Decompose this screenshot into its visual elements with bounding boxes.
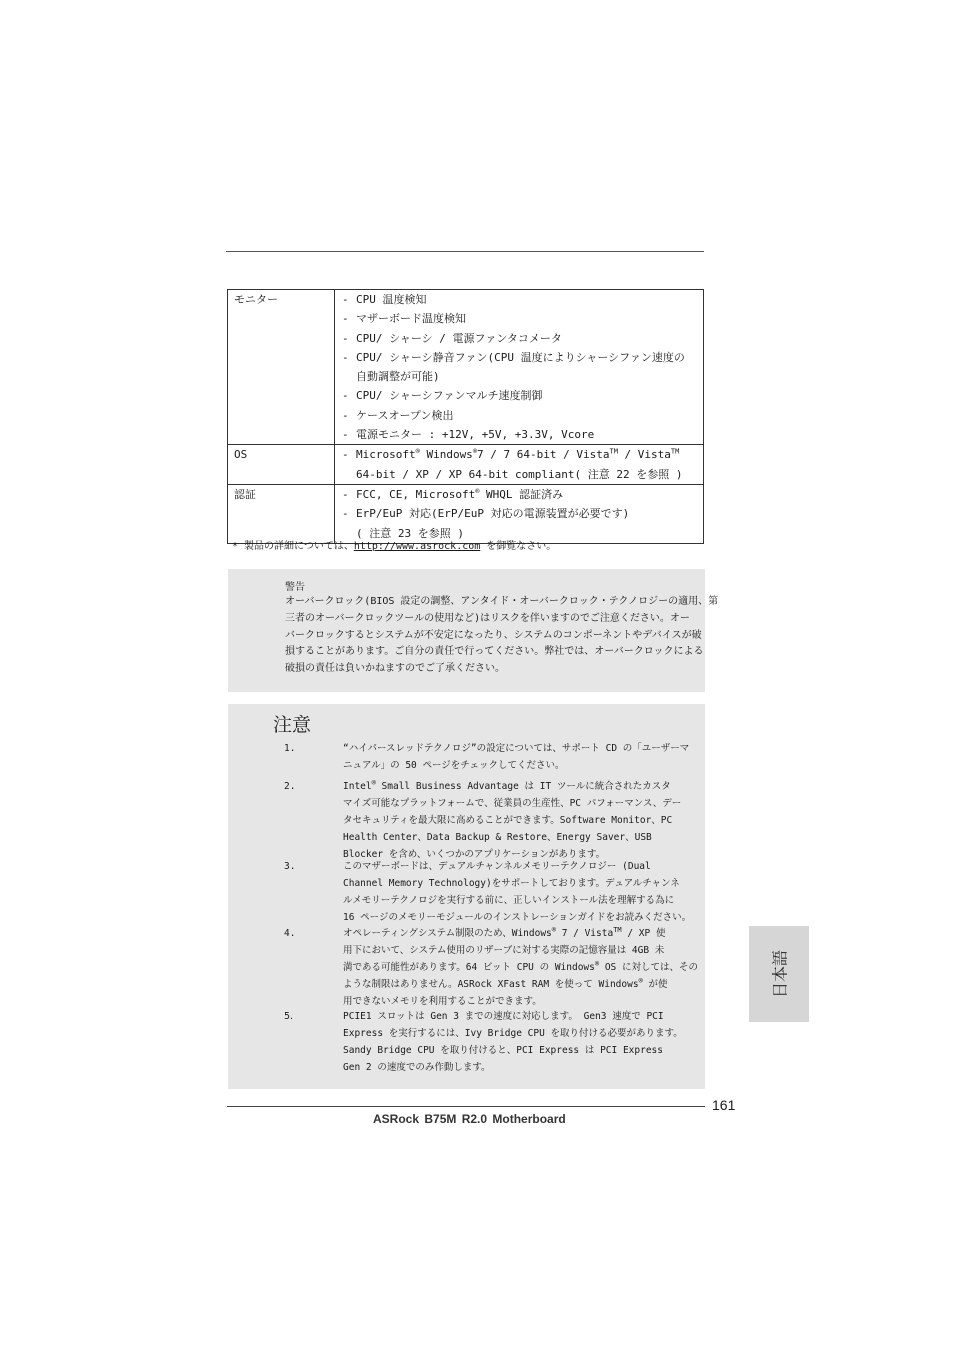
text-run: ( 注意 23 を参照 ) (356, 526, 464, 540)
text-run: Health Center、Data Backup & Restore、Energy Saver、USB (343, 832, 652, 843)
text-run: “ハイパースレッドテクノロジ”の設定については、サポート CD の「ユーザーマ (343, 743, 690, 754)
text-run: タセキュリティを最大限に高めることができます。Software Monitor、PC (343, 815, 673, 826)
text-run: WHQL 認証済み (479, 487, 564, 501)
note-line (343, 778, 705, 795)
spec-line (342, 485, 703, 504)
warning-line: 三者のオーバークロックツールの使用など)はリスクを伴いますのでご注意ください。オー (285, 612, 690, 624)
spec-row (228, 484, 704, 543)
text-run: 満である可能性があります。64 ビット CPU の Windows (343, 962, 595, 973)
warning-body (285, 594, 719, 678)
footer-rule (227, 1106, 705, 1107)
spec-values (335, 445, 704, 485)
text-run: オペレーティングシステム制限のため、Windows (343, 928, 552, 939)
language-side-tab (749, 926, 809, 1022)
text-run: CPU/ シャーシ静音ファン(CPU 温度によりシャーシファン速度の (356, 350, 685, 364)
superscript-mark: ® (594, 959, 600, 968)
text-run: Intel (343, 781, 372, 792)
spec-line (342, 329, 703, 348)
text-run: Blocker を含め、いくつかのアプリケーションがあります。 (343, 849, 606, 860)
text-run: ErP/EuP 対応(ErP/EuP 対応の電源装置が必要です) (356, 507, 630, 521)
text-run: CPU 温度検知 (356, 293, 427, 306)
text-run: 電源モニター : +12V, +5V, +3.3V, Vcore (356, 428, 595, 442)
spec-values (335, 484, 704, 543)
text-run: 16 ページのメモリーモジュールのインストレーションガイドをお読みください。 (343, 912, 692, 923)
spec-line (342, 504, 703, 523)
superscript-mark: ® (638, 976, 643, 985)
note-line (343, 757, 705, 774)
note-line (343, 1025, 705, 1042)
spec-line (342, 309, 703, 328)
dash-marker: - (342, 389, 349, 403)
note-line (343, 942, 705, 959)
dash-marker: - (342, 312, 349, 326)
warning-title: 警告 (285, 582, 305, 593)
text-run: 64-bit / XP / XP 64-bit compliant( 注意 22 を参照 ) (356, 467, 683, 481)
text-run: 用下において、システム使用のリザーブに対する実際の記憶容量は 4GB 未 (343, 945, 665, 956)
text-run: / Vista (617, 448, 671, 462)
note-line (343, 1042, 705, 1059)
text-run: Channel Memory Technology)をサポートしております。デュアルチャンネ (343, 878, 680, 889)
spec-row (228, 290, 704, 445)
superscript-mark: ® (415, 447, 420, 456)
warning-line: オーバークロック(BIOS 設定の調整、アンタイド・オーバークロック・テクノロジーの適用、第 (285, 596, 719, 607)
text-run: PCIE1 スロットは Gen 3 までの速度に対応します。 Gen3 速度で PCI (343, 1011, 664, 1022)
spec-row (228, 445, 704, 485)
text-run: 7 / Vista (555, 928, 614, 939)
superscript-mark: TM (670, 447, 680, 456)
text-run: CPU/ シャーシ / 電源ファンタコメータ (356, 331, 562, 345)
note-text (343, 925, 705, 1010)
text-run: このマザーボードは、デュアルチャンネルメモリーテクノロジー (Dual (343, 861, 651, 872)
text-run: ケースオープン検出 (356, 408, 454, 422)
superscript-mark: TM (609, 447, 618, 456)
dash-marker: - (342, 448, 349, 462)
text-run: Windows (419, 448, 473, 462)
text-run: ニュアル」の 50 ページをチェックしてください。 (343, 760, 565, 771)
top-rule (226, 251, 704, 252)
warning-box (228, 569, 719, 692)
note-number: 5. (284, 1011, 294, 1022)
note-number: 4. (284, 928, 296, 939)
text-run: マザーボード温度検知 (356, 312, 466, 326)
notes-box (228, 704, 705, 1089)
spec-label: モニター (228, 290, 335, 445)
dash-marker: - (342, 293, 349, 306)
dash-marker: - (342, 487, 349, 501)
superscript-mark: TM (613, 925, 622, 934)
note-line (343, 925, 705, 942)
footnote (232, 537, 556, 552)
spec-label: OS (228, 445, 335, 485)
note-line (343, 812, 705, 829)
text-run: OS に対しては、その (599, 962, 698, 973)
warning-line: 損することがあります。ご自分の責任で行ってください。弊社では、オーバークロックによる (285, 646, 704, 658)
note-line (343, 829, 705, 846)
spec-line (342, 386, 703, 405)
text-run: が使 (642, 979, 668, 990)
spec-line (342, 406, 703, 425)
note-line (343, 858, 705, 875)
asrock-link[interactable]: http://www.asrock.com (353, 541, 481, 552)
note-line (343, 740, 705, 757)
superscript-mark: ® (371, 778, 376, 787)
note-line (343, 892, 705, 909)
text-run: 7 / 7 64-bit / Vista (477, 448, 610, 462)
superscript-mark: ® (551, 925, 556, 934)
note-line (343, 1059, 705, 1076)
note-line (343, 1008, 705, 1025)
spec-line (342, 367, 703, 386)
note-text (343, 778, 705, 863)
dash-marker: - (342, 507, 349, 521)
spec-line (342, 348, 703, 367)
side-tab-label: 日本語 (770, 949, 790, 999)
warning-line: 破損の責任は負いかねますのでご了承ください。 (285, 663, 505, 675)
note-text (343, 858, 705, 926)
spec-line (342, 290, 703, 309)
note-line (343, 959, 705, 976)
footnote-prefix: * 製品の詳細については、 (232, 541, 354, 552)
text-run: Small Business Advantage は IT ツールに統合されたカスタ (375, 781, 671, 792)
text-run: ルメモリーテクノロジを実行する前に、正しいインストール法を理解する為に (343, 895, 675, 906)
spec-table (227, 289, 704, 544)
note-number: 1. (284, 743, 296, 754)
note-line (343, 875, 705, 892)
dash-marker: - (342, 408, 349, 422)
spec-line (342, 465, 703, 484)
dash-marker: - (342, 350, 349, 364)
note-line (343, 909, 705, 926)
dash-marker: - (342, 331, 349, 345)
note-text (343, 1008, 705, 1076)
text-run: 用できないメモリを利用することができます。 (343, 996, 542, 1007)
text-run: マイズ可能なプラットフォームで、従業員の生産性、PC パフォーマンス、デー (343, 798, 682, 809)
spec-line (342, 445, 703, 464)
text-run: Sandy Bridge CPU を取り付けると、PCI Express は PCI Express (343, 1045, 663, 1056)
note-line (343, 795, 705, 812)
note-line (343, 976, 705, 993)
text-run: Express を実行するには、Ivy Bridge CPU を取り付ける必要があります。 (343, 1028, 683, 1039)
note-text (343, 740, 705, 774)
text-run: CPU/ シャーシファンマルチ速度制御 (356, 389, 543, 403)
text-run: FCC, CE, Microsoft (356, 487, 476, 501)
spec-values (335, 290, 704, 445)
text-run: 自動調整が可能) (356, 370, 440, 384)
text-run: Gen 2 の速度でのみ作動します。 (343, 1062, 491, 1073)
notes-title: 注意 (273, 714, 312, 736)
spec-label: 認証 (228, 484, 335, 543)
warning-line: バークロックするとシステムが不安定になったり、システムのコンポーネントやデバイスが破 (285, 629, 702, 641)
text-run: Microsoft (356, 448, 416, 462)
note-number: 2. (284, 781, 296, 792)
text-run: ような制限はありません。ASRock XFast RAM を使って Windows (343, 979, 639, 990)
note-number: 3. (284, 861, 296, 872)
footer-title: ASRock B75M R2.0 Motherboard (373, 1112, 566, 1126)
page-number: 161 (712, 1097, 736, 1113)
spec-line (342, 425, 703, 444)
dash-marker: - (342, 428, 349, 442)
text-run: / XP 使 (621, 928, 666, 939)
superscript-mark: ® (472, 447, 478, 456)
superscript-mark: ® (475, 487, 480, 496)
footnote-suffix: を御覧なさい。 (480, 541, 557, 552)
